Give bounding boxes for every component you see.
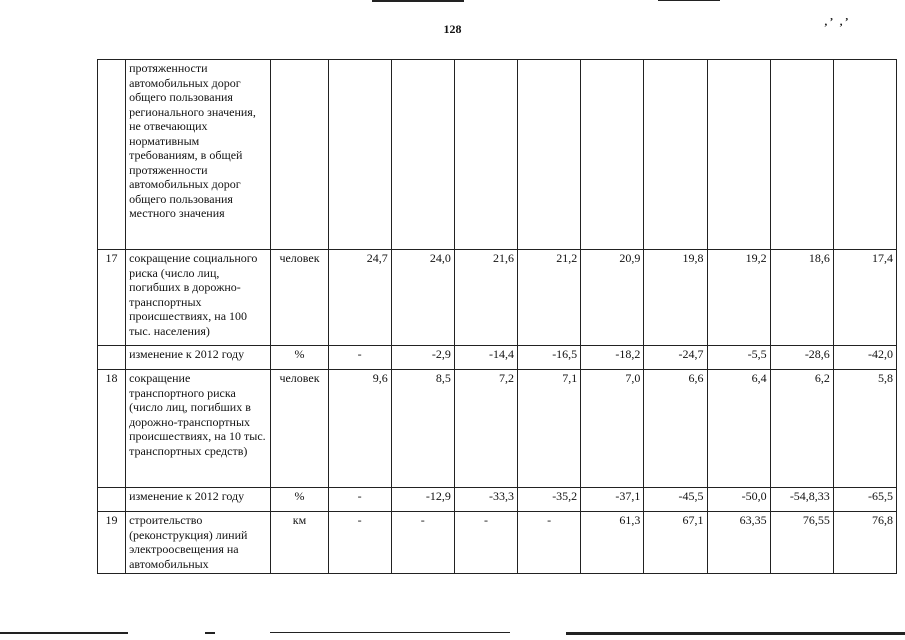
value-cell: 24,0	[391, 250, 454, 346]
value-cell: 67,1	[644, 512, 707, 574]
value-cell: 7,0	[581, 370, 644, 488]
value-cell: 8,5	[391, 370, 454, 488]
value-cell: -28,6	[770, 346, 833, 370]
unit-cell: км	[271, 512, 328, 574]
value-cell: -16,5	[518, 346, 581, 370]
unit-cell: %	[271, 346, 328, 370]
value-cell: 19,8	[644, 250, 707, 346]
value-cell: -37,1	[581, 488, 644, 512]
value-cell	[581, 60, 644, 250]
indicators-table	[97, 59, 897, 574]
value-cell: -5,5	[707, 346, 770, 370]
page-number: 128	[443, 22, 462, 36]
indicator-description: протяженности автомобильных дорог общего пользования регионального значения, не отвечающих нормативным требованиям, в общей протяженности автомобильных дорог общего пользования местного значения	[126, 60, 271, 250]
value-cell: -	[518, 512, 581, 574]
unit-cell	[271, 60, 328, 250]
value-cell	[518, 60, 581, 250]
value-cell: -	[328, 512, 391, 574]
value-cell	[454, 60, 517, 250]
value-cell: -18,2	[581, 346, 644, 370]
value-cell: -	[328, 488, 391, 512]
value-cell: -14,4	[454, 346, 517, 370]
value-cell: -	[454, 512, 517, 574]
value-cell: -33,3	[454, 488, 517, 512]
value-cell: 19,2	[707, 250, 770, 346]
value-cell	[707, 60, 770, 250]
row-number	[98, 60, 126, 250]
table-row	[98, 60, 897, 250]
value-cell: -12,9	[391, 488, 454, 512]
value-cell: 21,6	[454, 250, 517, 346]
indicator-description: изменение к 2012 году	[126, 488, 271, 512]
corner-marks: ‚’ ‚’	[824, 16, 851, 28]
value-cell: -2,9	[391, 346, 454, 370]
scan-artifact-bottom-2	[205, 632, 215, 634]
value-cell: 76,55	[770, 512, 833, 574]
indicator-description: сокращение транспортного риска (число лиц, погибших в дорожно-транспортных происшествиях, на 10 тыс. транспортных средств)	[126, 370, 271, 488]
scan-artifact-bottom-3	[270, 632, 510, 633]
table-row	[98, 512, 897, 574]
row-number: 18	[98, 370, 126, 488]
value-cell: 61,3	[581, 512, 644, 574]
unit-cell: %	[271, 488, 328, 512]
unit-cell: человек	[271, 370, 328, 488]
value-cell: 20,9	[581, 250, 644, 346]
value-cell	[770, 60, 833, 250]
row-number	[98, 346, 126, 370]
value-cell: -54,8,33	[770, 488, 833, 512]
value-cell: -45,5	[644, 488, 707, 512]
value-cell: 9,6	[328, 370, 391, 488]
value-cell: -42,0	[833, 346, 896, 370]
scan-artifact-bottom-4	[566, 632, 905, 635]
table-row	[98, 346, 897, 370]
scan-artifact-top-right	[658, 0, 720, 1]
row-number: 17	[98, 250, 126, 346]
value-cell: 17,4	[833, 250, 896, 346]
value-cell: 63,35	[707, 512, 770, 574]
indicator-description: строительство (реконструкция) линий электроосвещения на автомобильных	[126, 512, 271, 574]
value-cell: -24,7	[644, 346, 707, 370]
value-cell	[328, 60, 391, 250]
value-cell	[644, 60, 707, 250]
value-cell: 7,1	[518, 370, 581, 488]
value-cell	[833, 60, 896, 250]
value-cell: 21,2	[518, 250, 581, 346]
value-cell: -65,5	[833, 488, 896, 512]
value-cell: 6,4	[707, 370, 770, 488]
value-cell: 6,6	[644, 370, 707, 488]
table-row	[98, 488, 897, 512]
indicator-description: изменение к 2012 году	[126, 346, 271, 370]
scan-artifact-bottom-1	[0, 632, 128, 634]
value-cell: -35,2	[518, 488, 581, 512]
table-row	[98, 250, 897, 346]
value-cell	[391, 60, 454, 250]
row-number: 19	[98, 512, 126, 574]
scan-artifact-top-left	[372, 0, 464, 2]
row-number	[98, 488, 126, 512]
table-row	[98, 370, 897, 488]
value-cell: 18,6	[770, 250, 833, 346]
value-cell: 5,8	[833, 370, 896, 488]
indicator-description: сокращение социального риска (число лиц, погибших в дорожно-транспортных происшествиях, на 100 тыс. населения)	[126, 250, 271, 346]
value-cell: 76,8	[833, 512, 896, 574]
unit-cell: человек	[271, 250, 328, 346]
value-cell: 6,2	[770, 370, 833, 488]
value-cell: -	[391, 512, 454, 574]
value-cell: 7,2	[454, 370, 517, 488]
value-cell: -	[328, 346, 391, 370]
value-cell: -50,0	[707, 488, 770, 512]
value-cell: 24,7	[328, 250, 391, 346]
